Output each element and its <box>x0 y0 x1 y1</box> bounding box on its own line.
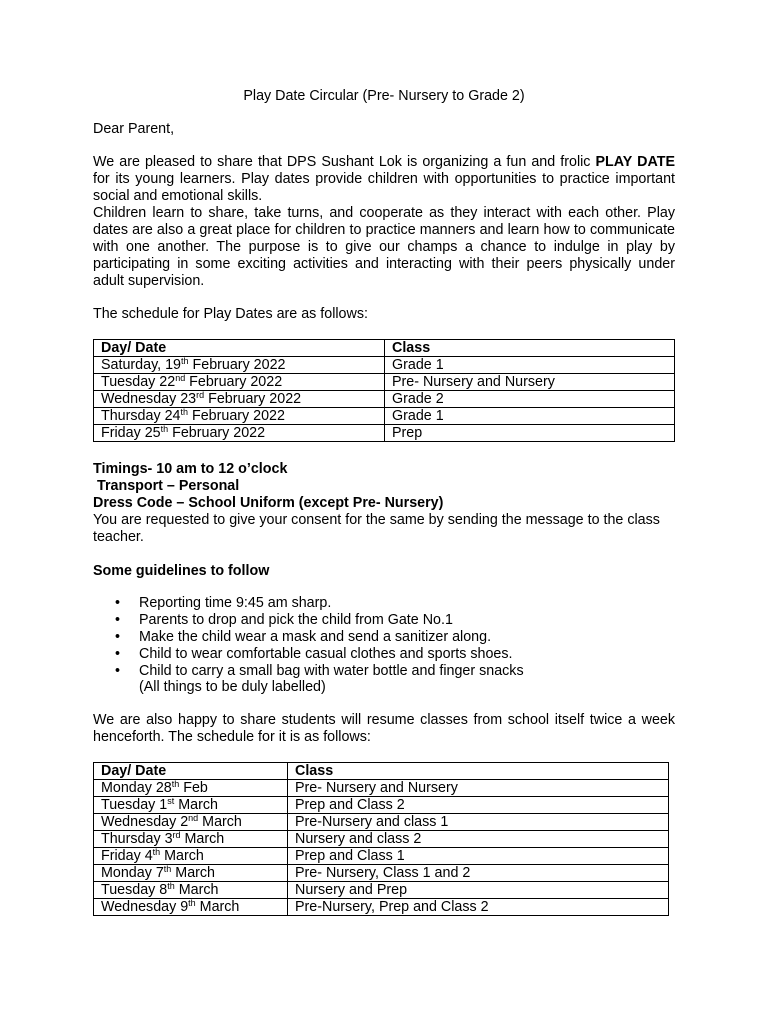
bullet-icon: • <box>115 646 121 662</box>
ordinal-suffix: nd <box>175 373 186 383</box>
month-text: February 2022 <box>188 408 285 424</box>
ordinal-suffix: th <box>152 847 161 857</box>
salutation: Dear Parent, <box>93 121 175 137</box>
resume-classes-text: We are also happy to share students will resume classes from school itself twice a week henceforth. The schedule for it is as follows: <box>93 712 675 745</box>
cell-day-date <box>94 780 288 797</box>
cell-class: Pre- Nursery and Nursery <box>385 374 675 391</box>
cell-class: Nursery and Prep <box>288 882 669 899</box>
ordinal-suffix: st <box>167 796 175 806</box>
column-header-day-date: Day/ Date <box>94 763 288 780</box>
schedule-intro: The schedule for Play Dates are as follows: <box>93 306 368 322</box>
table-row <box>94 357 675 374</box>
intro-paragraph-1 <box>93 154 675 205</box>
cell-class: Pre- Nursery, Class 1 and 2 <box>288 865 669 882</box>
cell-day-date <box>94 831 288 848</box>
ordinal-suffix: th <box>167 881 175 891</box>
table-row <box>94 899 669 916</box>
cell-class: Pre-Nursery, Prep and Class 2 <box>288 899 669 916</box>
guideline-text: Child to carry a small bag with water bottle and finger snacks <box>139 663 524 679</box>
ordinal-suffix: th <box>181 356 189 366</box>
page-title: Play Date Circular (Pre- Nursery to Grade 2) <box>243 88 525 104</box>
date-text: Wednesday 9 <box>101 899 189 915</box>
date-text: Monday 28 <box>101 780 172 796</box>
intro-paragraph-2: Children learn to share, take turns, and cooperate as they interact with each other. Play dates are also a great place for children to practice manners and learn how to communicate with one another. The purpose is to give our champs a chance to indulge in play by participating in some exciting activities and interacting with their peers physically under adult supervision. <box>93 205 675 289</box>
ordinal-suffix: th <box>180 407 188 417</box>
table-header-row <box>94 340 675 357</box>
cell-class: Pre- Nursery and Nursery <box>288 780 669 797</box>
playdate-schedule-table <box>93 339 675 442</box>
date-text: Saturday, 19 <box>101 357 182 373</box>
guideline-text: Make the child wear a mask and send a sanitizer along. <box>139 629 492 645</box>
month-text: March <box>195 899 240 915</box>
date-text: Wednesday 23 <box>101 391 197 407</box>
month-text: March <box>174 882 219 898</box>
cell-day-date <box>94 865 288 882</box>
month-text: February 2022 <box>188 357 286 373</box>
month-text: Feb <box>179 780 208 796</box>
cell-class: Nursery and class 2 <box>288 831 669 848</box>
date-text: Friday 4 <box>101 848 153 864</box>
month-text: March <box>171 865 216 881</box>
table-row <box>94 865 669 882</box>
cell-day-date <box>94 374 385 391</box>
list-item <box>93 646 653 663</box>
cell-day-date <box>94 899 288 916</box>
date-text: Friday 25 <box>101 425 161 441</box>
cell-class: Grade 2 <box>385 391 675 408</box>
list-item <box>93 595 653 612</box>
intro-text-start: We are pleased to share that DPS Sushant Lok is organizing a fun and frolic <box>93 154 596 170</box>
table-row <box>94 831 669 848</box>
play-date-highlight: PLAY DATE <box>595 154 675 170</box>
guideline-text: Parents to drop and pick the child from Gate No.1 <box>139 612 453 628</box>
cell-day-date <box>94 391 385 408</box>
date-text: Thursday 3 <box>101 831 173 847</box>
cell-class: Grade 1 <box>385 408 675 425</box>
column-header-class: Class <box>385 340 675 357</box>
ordinal-suffix: rd <box>196 390 205 400</box>
month-text: March <box>174 797 218 813</box>
date-text: Monday 7 <box>101 865 164 881</box>
cell-day-date <box>94 425 385 442</box>
month-text: February 2022 <box>185 374 283 390</box>
cell-day-date <box>94 797 288 814</box>
table-row <box>94 425 675 442</box>
cell-class: Pre-Nursery and class 1 <box>288 814 669 831</box>
timings: Timings- 10 am to 12 o’clock <box>93 461 288 477</box>
guideline-text: Reporting time 9:45 am sharp. <box>139 595 332 611</box>
list-item <box>93 663 653 680</box>
cell-day-date <box>94 408 385 425</box>
cell-class: Prep <box>385 425 675 442</box>
month-text: March <box>160 848 204 864</box>
intro-text-end: for its young learners. Play dates provide children with opportunities to practice important social and emotional skills. <box>93 171 675 204</box>
consent-request: You are requested to give your consent for the same by sending the message to the class teacher. <box>93 512 660 545</box>
list-item <box>93 629 653 646</box>
table-row <box>94 391 675 408</box>
guidelines-heading: Some guidelines to follow <box>93 563 270 579</box>
cell-day-date <box>94 357 385 374</box>
guideline-text: Child to wear comfortable casual clothes and sports shoes. <box>139 646 513 662</box>
date-text: Thursday 24 <box>101 408 181 424</box>
transport: Transport – Personal <box>97 478 240 494</box>
column-header-day-date: Day/ Date <box>94 340 385 357</box>
cell-class: Prep and Class 1 <box>288 848 669 865</box>
table-row <box>94 797 669 814</box>
table-header-row <box>94 763 669 780</box>
month-text: February 2022 <box>204 391 302 407</box>
bullet-icon: • <box>115 663 121 679</box>
month-text: February 2022 <box>168 425 266 441</box>
dress-code: Dress Code – School Uniform (except Pre- Nursery) <box>93 495 444 511</box>
date-text: Tuesday 8 <box>101 882 168 898</box>
ordinal-suffix: th <box>163 864 172 874</box>
table-row <box>94 374 675 391</box>
cell-day-date <box>94 882 288 899</box>
date-text: Wednesday 2 <box>101 814 189 830</box>
table-row <box>94 882 669 899</box>
table-row <box>94 780 669 797</box>
ordinal-suffix: th <box>160 424 169 434</box>
list-item <box>93 612 653 629</box>
cell-day-date <box>94 848 288 865</box>
guidelines-list <box>93 595 653 680</box>
cell-class: Grade 1 <box>385 357 675 374</box>
class-schedule-table <box>93 762 669 916</box>
date-text: Tuesday 22 <box>101 374 176 390</box>
guidelines-note: (All things to be duly labelled) <box>139 679 326 695</box>
ordinal-suffix: th <box>188 898 196 908</box>
table-row <box>94 848 669 865</box>
column-header-class: Class <box>288 763 669 780</box>
table-row <box>94 814 669 831</box>
month-text: March <box>198 814 242 830</box>
bullet-icon: • <box>115 629 121 645</box>
ordinal-suffix: th <box>171 779 180 789</box>
ordinal-suffix: rd <box>172 830 181 840</box>
ordinal-suffix: nd <box>188 813 199 823</box>
cell-class: Prep and Class 2 <box>288 797 669 814</box>
table-row <box>94 408 675 425</box>
bullet-icon: • <box>115 595 121 611</box>
month-text: March <box>180 831 225 847</box>
date-text: Tuesday 1 <box>101 797 168 813</box>
cell-day-date <box>94 814 288 831</box>
bullet-icon: • <box>115 612 121 628</box>
